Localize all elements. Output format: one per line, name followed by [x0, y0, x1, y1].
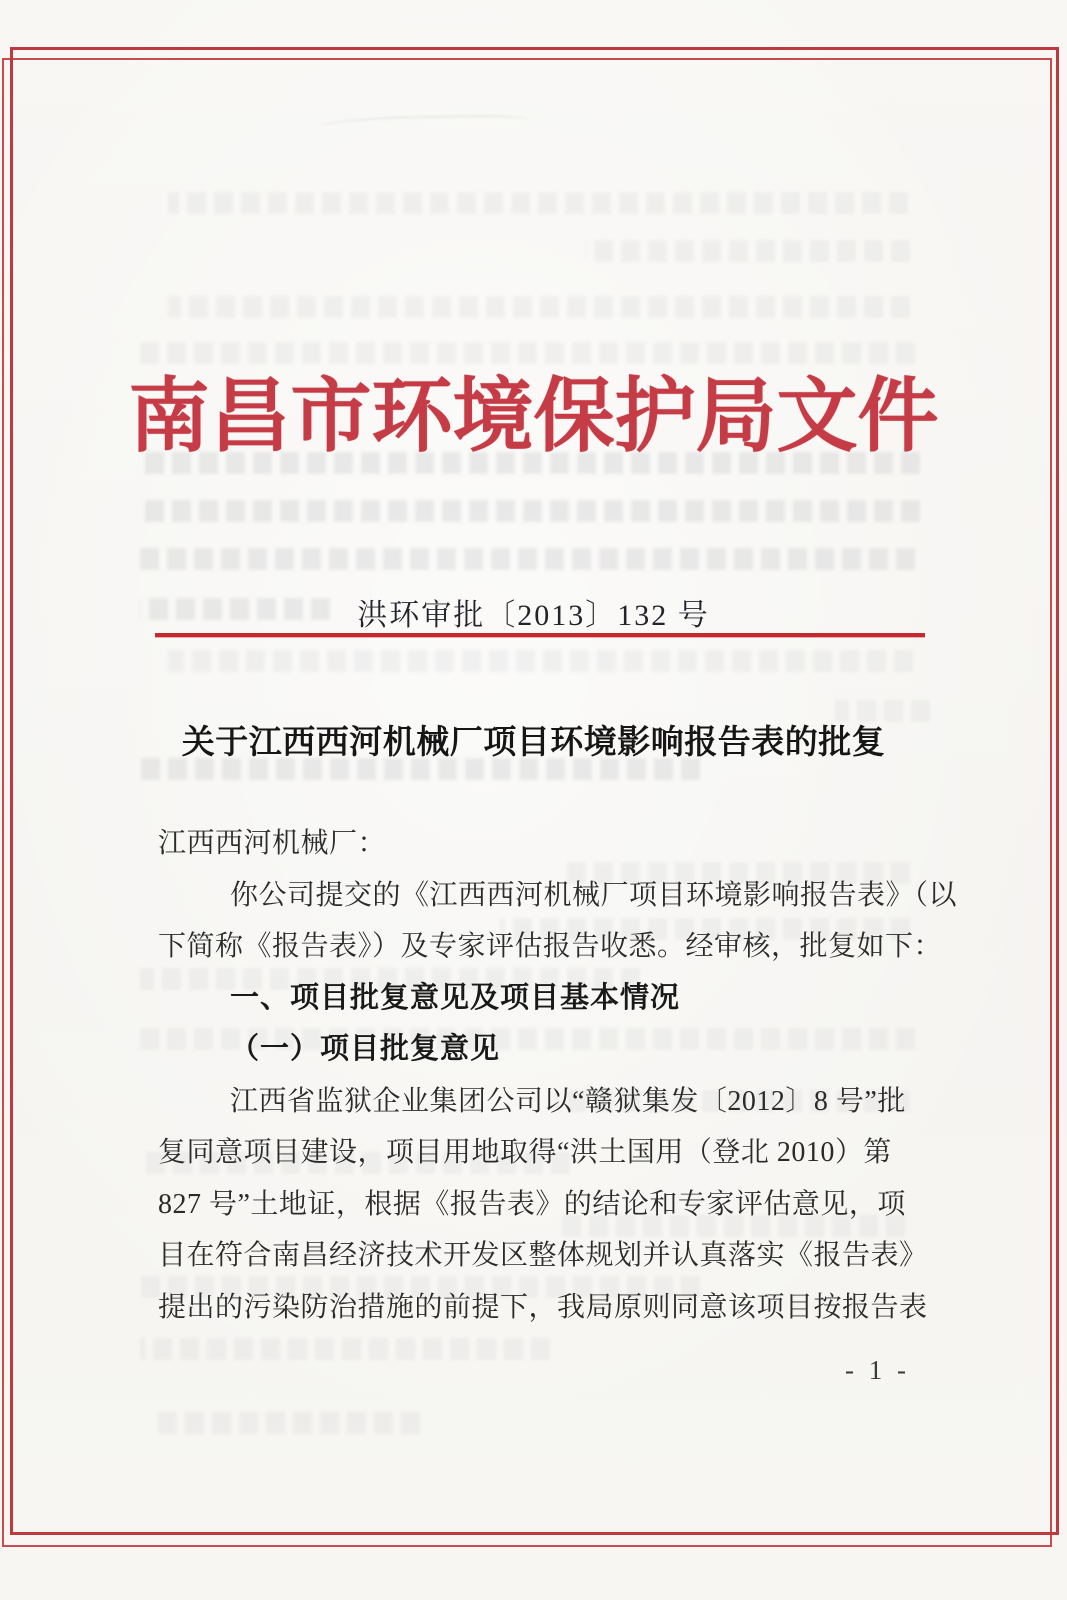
document-number: 洪环审批〔2013〕132 号	[357, 599, 710, 632]
bleedthrough-line	[168, 192, 908, 214]
bleedthrough-line	[150, 1412, 420, 1434]
subsection-heading: （一）项目批复意见	[230, 1033, 501, 1065]
document-subject-title: 关于江西西河机械厂项目环境影响报告表的批复	[181, 725, 886, 761]
handwritten-mark	[320, 114, 530, 136]
bleedthrough-line	[168, 296, 910, 318]
recipient-line: 江西西河机械厂：	[158, 828, 387, 859]
bleedthrough-line	[140, 548, 915, 570]
body-line: 827 号”土地证，根据《报告表》的结论和专家评估意见，项	[158, 1188, 906, 1220]
bleedthrough-line	[585, 240, 910, 262]
body-line: 你公司提交的《江西西河机械厂项目环境影响报告表》（以	[230, 879, 958, 911]
body-line: 目在符合南昌经济技术开发区整体规划并认真落实《报告表》	[158, 1240, 928, 1271]
agency-letterhead-title: 南昌市环境保护局文件	[128, 372, 939, 462]
page-number: - 1 -	[845, 1355, 910, 1385]
section-heading: 一、项目批复意见及项目基本情况	[230, 981, 681, 1014]
bleedthrough-line	[140, 500, 920, 522]
letterhead-divider-rule	[155, 633, 925, 637]
body-line: 江西省监狱企业集团公司以“赣狱集发〔2012〕8 号”批	[230, 1085, 906, 1117]
body-line: 复同意项目建设，项目用地取得“洪土国用（登北 2010）第	[158, 1137, 892, 1168]
document-body	[158, 818, 958, 1333]
bleedthrough-line	[168, 650, 913, 672]
body-line: 提出的污染防治措施的前提下，我局原则同意该项目按报告表	[158, 1291, 928, 1323]
bleedthrough-line	[140, 1338, 550, 1360]
body-line: 下简称《报告表》）及专家评估报告收悉。经审核，批复如下：	[158, 931, 943, 962]
